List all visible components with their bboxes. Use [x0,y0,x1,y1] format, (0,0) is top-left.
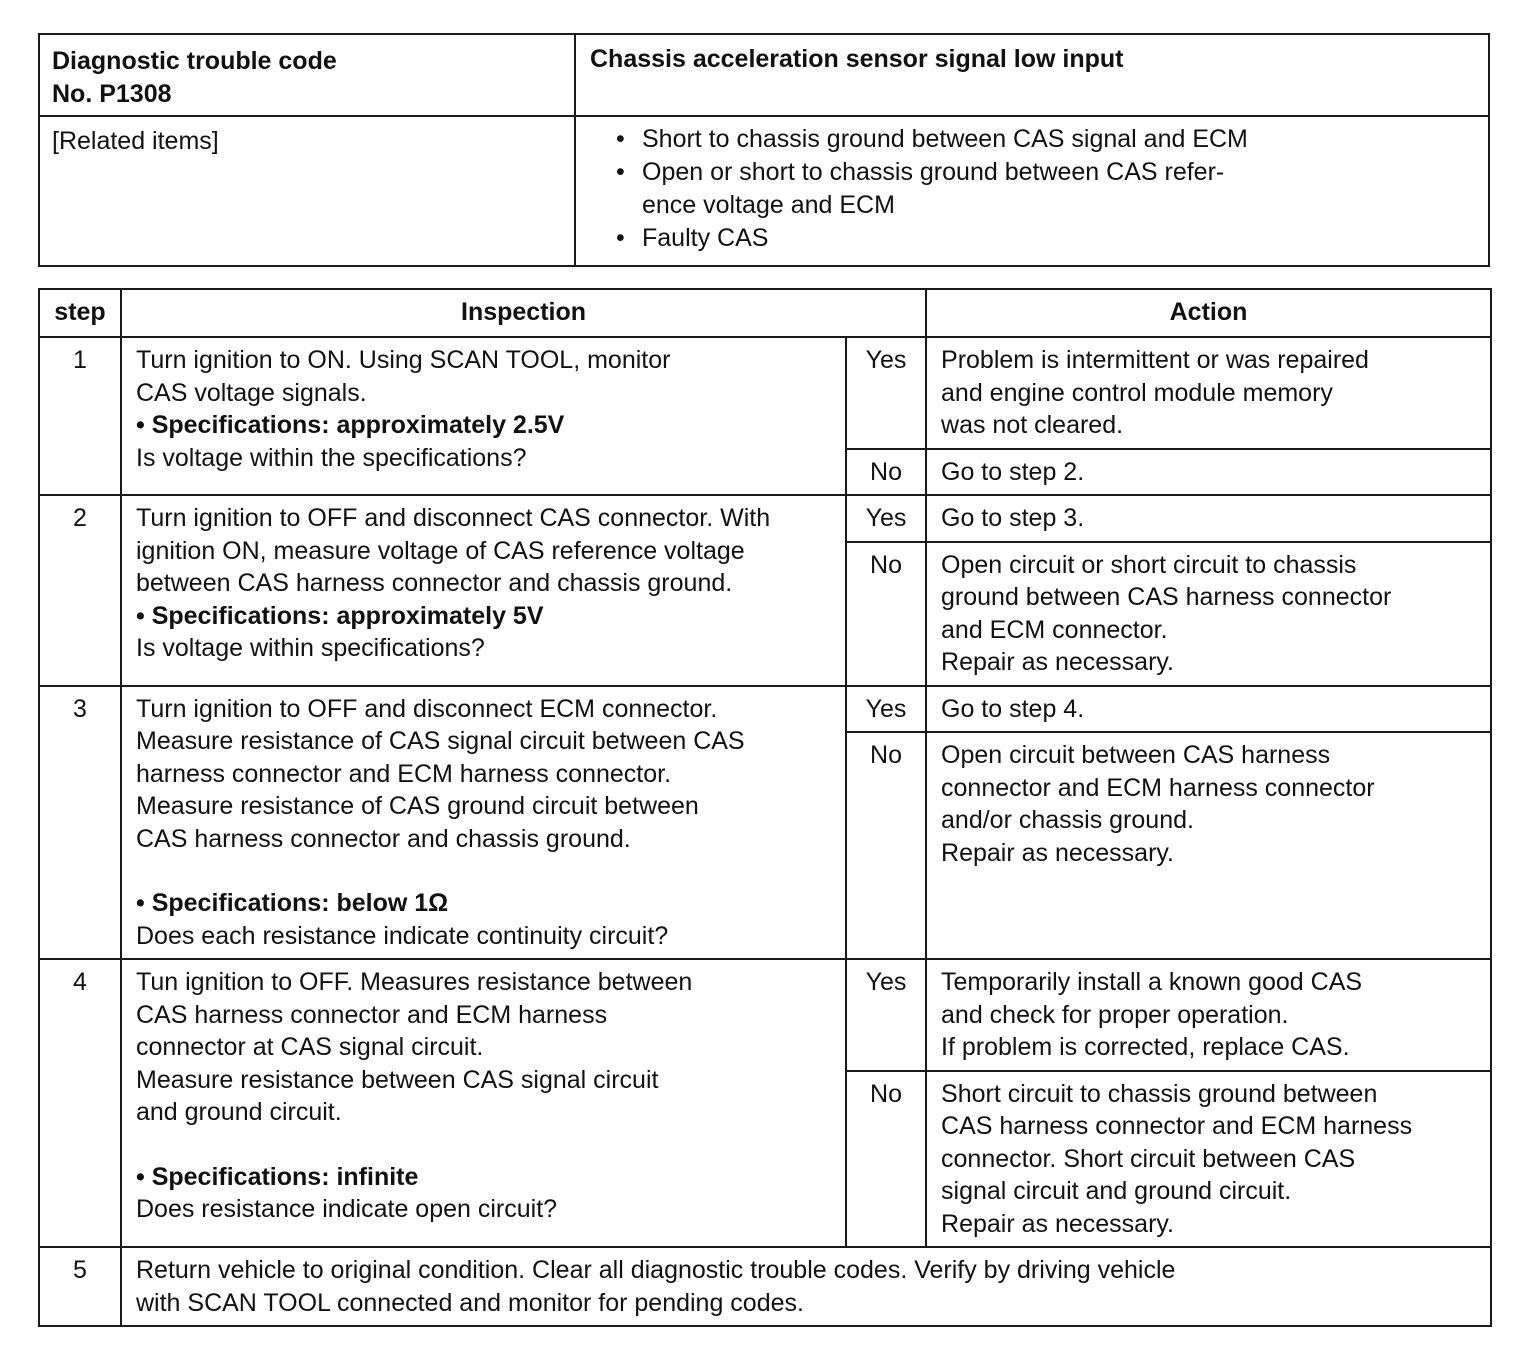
diagnostic-steps-table [38,288,1492,1327]
step-number: 2 [39,495,121,686]
specification: • Specifications: approximately 5V [136,601,544,630]
inspection-cell: Tun ignition to OFF. Measures resistance between CAS harness connector and ECM harness connector at CAS signal circuit. Measure resistance between CAS signal circuit and ground circuit. • Specifications: infinite Does resistance indicate open circuit? [121,959,846,1247]
yes-action: Go to step 3. [926,495,1491,542]
table-row [39,495,1491,542]
dtc-header-table [38,33,1490,267]
yes-action: Problem is intermittent or was repaired and engine control module memory was not cleared. [926,337,1491,449]
dtc-code-cell [39,34,575,116]
yes-label: Yes [846,495,926,542]
table-header-row [39,289,1491,337]
yes-label: Yes [846,686,926,733]
table-row [39,686,1491,733]
step-number: 4 [39,959,121,1247]
col-header-step: step [39,289,121,337]
no-label: No [846,542,926,686]
inspection-question: Is voltage within specifications? [136,634,485,662]
related-item: • Faulty CAS [616,222,1474,255]
no-label: No [846,732,926,959]
inspection-question: Does each resistance indicate continuity circuit? [136,921,669,950]
dtc-code-number: No. P1308 [52,80,172,108]
col-header-action: Action [926,289,1491,337]
table-row [39,1247,1491,1326]
step-number: 3 [39,686,121,960]
related-items-cell [575,116,1489,266]
no-action: Open circuit between CAS harness connector and ECM harness connector and/or chassis ground. Repair as necessary. [926,732,1491,959]
yes-action: Go to step 4. [926,686,1491,733]
no-label: No [846,449,926,496]
related-item: • Open or short to chassis ground between CAS refer- ence voltage and ECM [616,156,1474,222]
specification: • Specifications: infinite [136,1162,419,1191]
dtc-code-label: Diagnostic trouble code [52,47,337,75]
inspection-cell: Turn ignition to OFF and disconnect ECM connector. Measure resistance of CAS signal circuit between CAS harness connector and ECM harness connector. Measure resistance of CAS ground circuit between CAS harness connector and chassis ground. • Specifications: below 1Ω Does each resistance indicate continuity circuit? [121,686,846,960]
no-action: Short circuit to chassis ground between CAS harness connector and ECM harness connector. Short circuit between CAS signal circuit and ground circuit. Repair as necessary. [926,1071,1491,1248]
inspection-question: Does resistance indicate open circuit? [136,1195,558,1223]
related-items-label: [Related items] [39,116,575,266]
yes-action: Temporarily install a known good CAS and check for proper operation. If problem is corrected, replace CAS. [926,959,1491,1071]
yes-label: Yes [846,959,926,1071]
table-row [39,959,1491,1071]
inspection-cell: Turn ignition to ON. Using SCAN TOOL, monitor CAS voltage signals. • Specifications: approximately 2.5V Is voltage within the specifications? [121,337,846,495]
final-step-text: Return vehicle to original condition. Clear all diagnostic trouble codes. Verify by driving vehicle with SCAN TOOL connected and monitor for pending codes. [121,1247,1491,1326]
inspection-question: Is voltage within the specifications? [136,443,527,472]
no-action: Open circuit or short circuit to chassis ground between CAS harness connector and ECM connector. Repair as necessary. [926,542,1491,686]
no-label: No [846,1071,926,1248]
specification: • Specifications: below 1Ω [136,889,449,917]
related-items-list [616,123,1474,255]
related-item: • Short to chassis ground between CAS signal and ECM [616,123,1474,156]
no-action: Go to step 2. [926,449,1491,496]
yes-label: Yes [846,337,926,449]
step-number: 1 [39,337,121,495]
specification: • Specifications: approximately 2.5V [136,411,565,439]
dtc-title: Chassis acceleration sensor signal low input [575,34,1489,116]
inspection-cell: Turn ignition to OFF and disconnect CAS connector. With ignition ON, measure voltage of CAS reference voltage between CAS harness connector and chassis ground. • Specifications: approximately 5V Is voltage within specifications? [121,495,846,686]
step-number: 5 [39,1247,121,1326]
col-header-inspection: Inspection [121,289,926,337]
table-row [39,337,1491,449]
